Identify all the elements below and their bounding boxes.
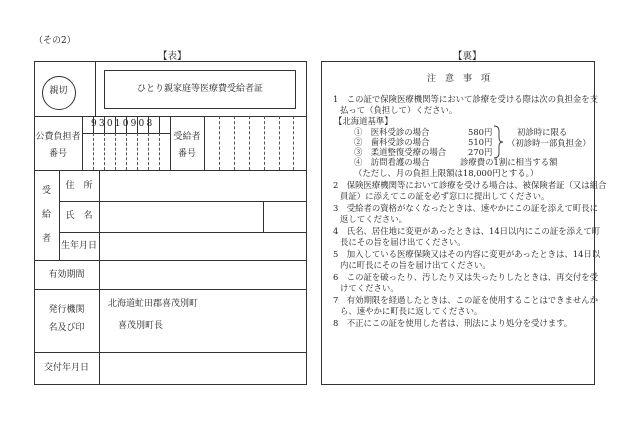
note-8: 8 不正にこの証を使用した者は、刑法により処分を受けます。 <box>333 318 573 328</box>
recipient-side-label-1: 受 <box>41 186 51 196</box>
note-6-line-1: 6 この証を破ったり、汚したり又は失ったりしたときは、再交付を受 <box>333 272 598 282</box>
item-medical-value: 580円 <box>468 127 493 137</box>
monthly-limit-note: （ただし、月の負担上限額は18,000円とする。） <box>354 168 539 178</box>
item-medical: ① 医科受診の場合 <box>354 127 430 137</box>
note-6-line-2: けてください。 <box>340 283 399 293</box>
note-5-line-2: 内に町長にその旨を届け出てください。 <box>340 260 491 270</box>
note-3-line-1: 3 受給者の資格がなくなったときは、速やかにこの証を添えて町長に <box>333 203 598 213</box>
note-1-line-2: 払って（負担して）ください。 <box>340 105 458 115</box>
note-7-line-2: ら、速やかに町長に返してください。 <box>340 306 483 316</box>
note-2-line-1: 2 保険医療機関等において診療を受ける場合は、被保険者証（又は組合 <box>333 180 607 190</box>
brace-note-2: （初診時一部負担金） <box>507 138 591 148</box>
address-label: 住 所 <box>65 181 93 191</box>
brace-note-1: 初診時に限る <box>517 127 568 137</box>
payer-number-label-2: 番号 <box>48 149 67 159</box>
validity-period-label: 有効期間 <box>48 270 85 280</box>
note-5-line-1: 5 加入している医療保険又はその内容に変更があったときは、14日以 <box>333 249 601 259</box>
note-3-line-2: 返してください。 <box>340 214 407 224</box>
note-1-line-1: 1 この証で保険医療機関等において診療を受ける際は次の負担金を支 <box>333 94 598 104</box>
name-label: 氏 名 <box>65 211 93 221</box>
item-dental: ② 歯科受診の場合 <box>354 137 430 147</box>
hokkaido-standard-label: 【北海道基準】 <box>334 116 393 126</box>
recipient-number-label-2: 番号 <box>177 149 196 159</box>
item-nursing: ④ 訪問看護の場合 <box>354 157 430 167</box>
page-label: （その2） <box>34 36 76 46</box>
note-2-line-2: 員証）に添えてこの証を必ず窓口に提出してください。 <box>340 191 550 201</box>
issuer-name: 喜茂別町長 <box>118 321 164 331</box>
item-dental-value: 510円 <box>468 137 493 147</box>
issuer-label: 発行機関 <box>48 305 85 315</box>
issue-date-label: 交付年月日 <box>43 363 89 373</box>
note-7-line-1: 7 有効期限を経過したときは、この証を使用することはできませんか <box>333 295 598 305</box>
brace-icon <box>492 125 504 159</box>
recipient-number-label: 受給者 <box>173 132 201 142</box>
front-header: 【表】 <box>158 51 187 62</box>
back-header: 【裏】 <box>453 51 482 62</box>
note-4-line-1: 4 氏名、居住地に変更があったときは、14日以内にこの証を添えて町 <box>333 226 601 236</box>
item-judo-value: 270円 <box>468 147 493 157</box>
recipient-side-label-2: 給 <box>41 210 51 220</box>
issuer-address: 北海道虻田郡喜茂別町 <box>108 299 199 309</box>
item-nursing-value: 診療費の1割に相当する額 <box>460 157 558 167</box>
recipient-side-label-3: 者 <box>41 234 51 244</box>
certificate-title: ひとり親家庭等医療費受給者証 <box>136 84 263 94</box>
payer-number-label: 公費負担者 <box>35 132 81 142</box>
item-judo: ③ 柔道整復受療の場合 <box>354 147 447 157</box>
payer-number: 93010908 <box>91 119 155 129</box>
notes-title: 注 意 事 項 <box>427 74 491 84</box>
issuer-label-2: 名及び印 <box>48 323 85 333</box>
birth-date-label: 生年月日 <box>60 241 97 251</box>
seal-label: 親切 <box>49 86 68 96</box>
note-4-line-2: 長にその旨を届け出てください。 <box>340 237 466 247</box>
